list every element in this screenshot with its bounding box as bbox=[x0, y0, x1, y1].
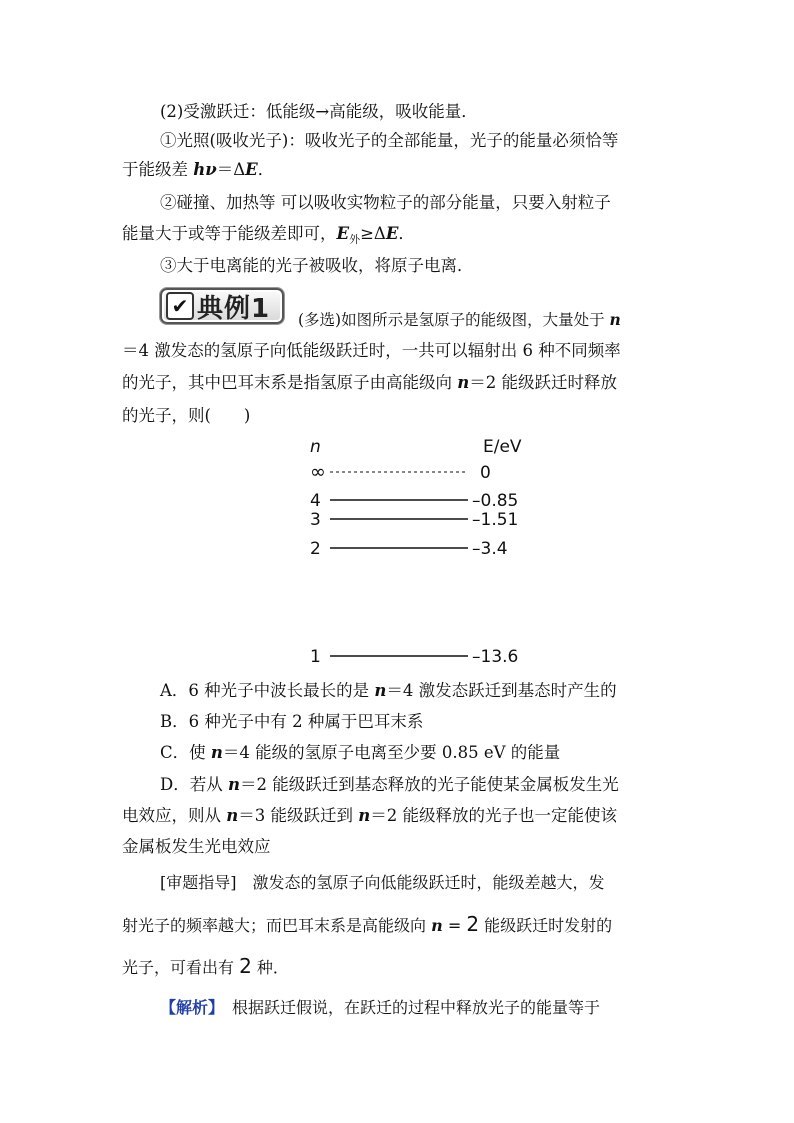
subscript-outer: 外 bbox=[349, 233, 361, 246]
formula-e-outer: E bbox=[336, 224, 350, 243]
formula-e: E bbox=[385, 224, 399, 243]
text-span: ≥Δ bbox=[360, 224, 386, 243]
n-axis-header: n bbox=[310, 437, 321, 457]
level-energy-label: –3.4 bbox=[472, 539, 508, 559]
formula-h-nu: hν bbox=[193, 160, 217, 179]
question-line-4 bbox=[122, 408, 250, 425]
guide-label: [审题指导] bbox=[160, 873, 237, 892]
level-n-label: 3 bbox=[310, 510, 321, 530]
text-span: 激发态的氢原子向低能级跃迁时，能级差越大，发 bbox=[236, 873, 605, 892]
level-energy-label: 0 bbox=[480, 463, 491, 483]
text-line-1 bbox=[160, 104, 478, 121]
text-span: ． bbox=[257, 160, 275, 179]
energy-axis-header: E/eV bbox=[483, 437, 522, 457]
number-2: 2 bbox=[239, 954, 252, 978]
text-span: ． bbox=[398, 224, 415, 243]
option-d-line-1 bbox=[160, 777, 619, 794]
text-span: 能级跃迁时发射的 bbox=[479, 916, 613, 935]
text-span: 金属板发生光电效应 bbox=[122, 837, 271, 856]
option-c bbox=[160, 745, 560, 762]
subheading-stimulated-transition: (2)受激跃迁：低能级→高能级，吸收能量． bbox=[160, 102, 478, 121]
option-d-line-2 bbox=[122, 808, 617, 825]
guide-line-1 bbox=[160, 875, 605, 891]
example-badge-label: 典例1 bbox=[197, 293, 271, 324]
paragraph-light-absorption: ①光照(吸收光子)：吸收光子的全部能量，光子的能量必须恰等 bbox=[160, 131, 619, 150]
text-line-5 bbox=[122, 224, 415, 246]
paragraph-ionization: ③大于电离能的光子被吸收，将原子电离． bbox=[160, 256, 474, 275]
guide-line-2 bbox=[122, 914, 612, 934]
text-span: 光子，可看出有 bbox=[122, 958, 240, 977]
var-n: n bbox=[431, 916, 443, 935]
level-n-label: 2 bbox=[310, 539, 321, 559]
text-span: ＝4 激发态的氢原子向低能级跃迁时，一共可以辐射出 6 种不同频率 bbox=[122, 341, 621, 360]
text-span: ＝Δ bbox=[216, 160, 246, 179]
var-n: n bbox=[227, 775, 240, 794]
formula-e: E bbox=[245, 160, 258, 179]
option-d-line-3 bbox=[122, 839, 271, 856]
question-line-3 bbox=[122, 375, 617, 392]
text-span: (多选)如图所示是氢原子的能级图，大量处于 bbox=[298, 311, 610, 329]
level-energy-label: –13.6 bbox=[472, 647, 519, 667]
text-span: 电效应，则从 bbox=[122, 806, 227, 825]
text-span: B．6 种光子中有 2 种属于巴耳末系 bbox=[160, 712, 424, 731]
analysis-line bbox=[160, 1000, 600, 1016]
var-n: n bbox=[457, 373, 470, 392]
question-line-1 bbox=[298, 312, 621, 329]
text-line-2 bbox=[160, 133, 618, 150]
text-line-3 bbox=[122, 162, 274, 179]
text-span: 的光子，其中巴耳末系是指氢原子由高能级向 bbox=[122, 373, 458, 392]
checkmark-icon: ✔ bbox=[166, 292, 194, 320]
text-span: 根据跃迁假说，在跃迁的过程中释放光子的能量等于 bbox=[216, 998, 601, 1017]
guide-line-3 bbox=[122, 956, 289, 976]
text-span: C．使 bbox=[160, 743, 211, 762]
analysis-label: 【解析】 bbox=[160, 998, 217, 1017]
var-n: n bbox=[609, 310, 621, 329]
var-n: n bbox=[210, 743, 223, 762]
text-span: A．6 种光子中波长最长的是 bbox=[160, 681, 375, 700]
var-n: n bbox=[226, 806, 239, 825]
text-span: 射光子的频率越大；而巴耳末系是高能级向 bbox=[122, 916, 432, 935]
level-n-label: 4 bbox=[310, 491, 321, 511]
text-span: ＝2 能级释放的光子也一定能使该 bbox=[370, 806, 617, 825]
level-energy-label: –0.85 bbox=[472, 491, 519, 511]
text-span: ＝4 激发态跃迁到基态时产生的 bbox=[386, 681, 617, 700]
example-badge bbox=[160, 288, 284, 324]
question-line-2 bbox=[122, 343, 621, 360]
energy-level-diagram bbox=[300, 430, 560, 670]
option-a bbox=[160, 683, 617, 700]
level-n-label: ∞ bbox=[310, 461, 326, 483]
text-span: D．若从 bbox=[160, 775, 228, 794]
text-span: 于能级差 bbox=[122, 160, 194, 179]
text-span: ＝2 能级跃迁到基态释放的光子能使某金属板发生光 bbox=[239, 775, 619, 794]
text-span: 的光子，则( ) bbox=[122, 406, 251, 425]
var-n: n bbox=[374, 681, 387, 700]
level-n-label: 1 bbox=[310, 647, 321, 667]
text-span: 能量大于或等于能级差即可， bbox=[122, 224, 337, 243]
number-2: 2 bbox=[466, 912, 480, 936]
text-span: 种． bbox=[251, 958, 289, 977]
level-energy-label: –1.51 bbox=[472, 510, 519, 530]
text-span: ＝2 能级跃迁时释放 bbox=[469, 373, 617, 392]
text-span: ＝4 能级的氢原子电离至少要 0.85 eV 的能量 bbox=[222, 743, 561, 762]
text-span: = bbox=[442, 916, 467, 935]
text-line-6 bbox=[160, 258, 474, 275]
var-n: n bbox=[358, 806, 371, 825]
text-span: ＝3 能级跃迁到 bbox=[238, 806, 359, 825]
paragraph-collision: ②碰撞、加热等 可以吸收实物粒子的部分能量，只要入射粒子 bbox=[160, 193, 611, 212]
text-line-4 bbox=[160, 195, 611, 212]
option-b bbox=[160, 714, 423, 731]
